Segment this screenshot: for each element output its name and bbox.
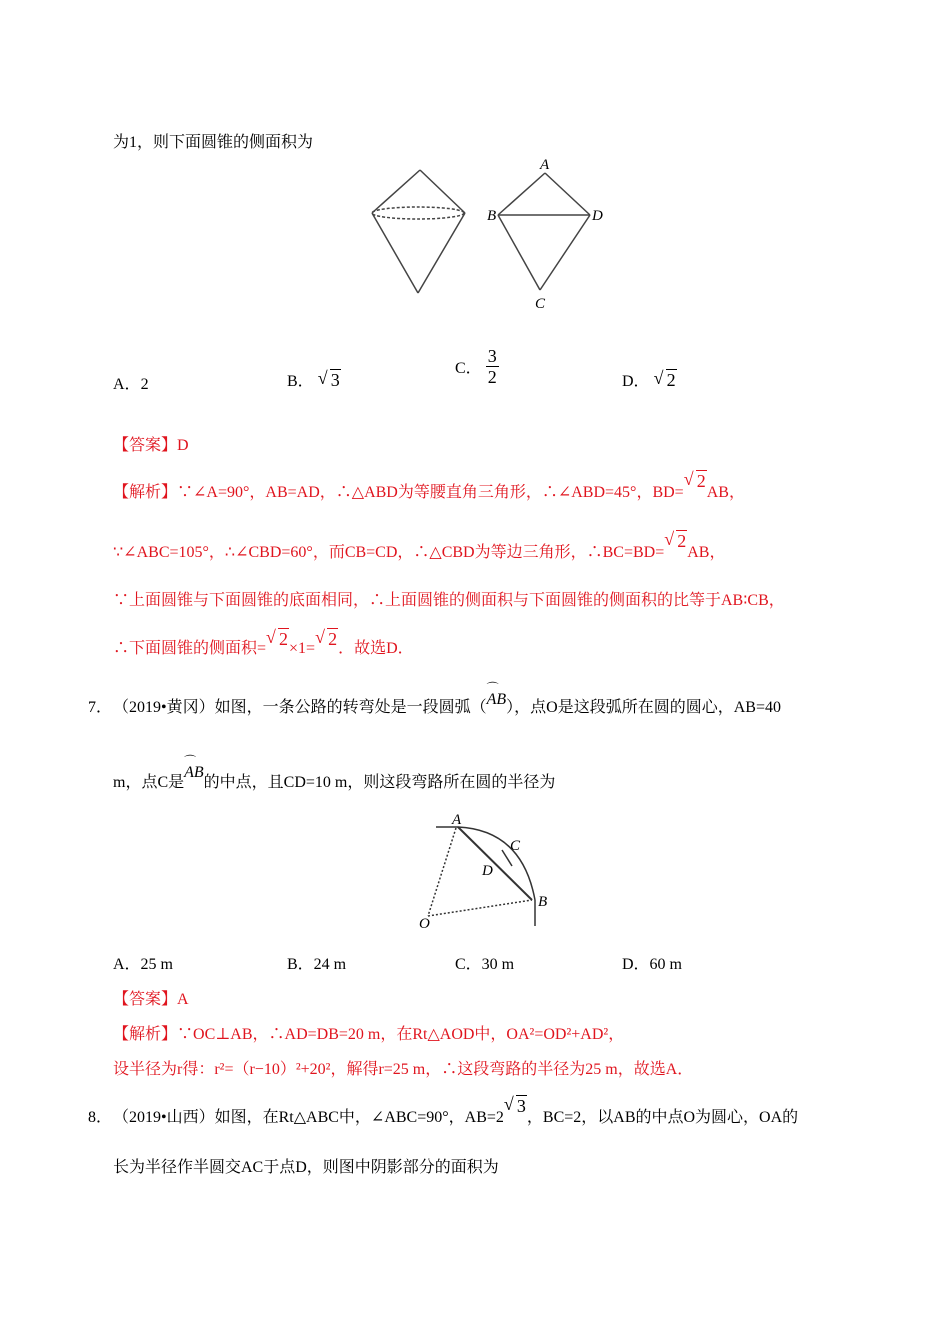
question-7-stem-line2: m，点C是 ⌒ AB的中点，且CD=10 m，则这段弯路所在圆的半径为 bbox=[113, 754, 556, 791]
analysis-q7-line2: 设半径为r得：r²=（r−10）²+20²，解得r=25 m，∴这段弯路的半径为25 m，故选A． bbox=[113, 1061, 694, 1078]
analysis-q7-line1: 【解析】∵OC⊥AB，∴AD=DB=20 m，在Rt△AOD中，OA²=OD²+AD²， bbox=[113, 1026, 625, 1043]
question-8-number: 8． bbox=[88, 1109, 113, 1126]
point-label-A: A bbox=[452, 812, 462, 828]
kite-diagram bbox=[498, 173, 590, 290]
option-a: A．2 bbox=[113, 376, 149, 393]
radius-ob bbox=[428, 900, 532, 916]
point-label-B: B bbox=[487, 208, 497, 224]
question-8-stem-line2: 长为半径作半圆交AC于点D，则图中阴影部分的面积为 bbox=[113, 1159, 499, 1176]
option-b: B． √ 3 bbox=[287, 368, 340, 390]
answer-q7: 【答案】A bbox=[113, 991, 189, 1008]
arc-road-figure bbox=[410, 808, 570, 936]
analysis-q6-line1: 【解析】∵∠A=90°，AB=AD，∴△ABD为等腰直角三角形，∴∠ABD=45°，BD= √ 2AB， bbox=[113, 469, 745, 501]
question-7-number: 7． bbox=[88, 699, 113, 716]
question-8-stem-line1: （2019•山西）如图，在Rt△ABC中，∠ABC=90°，AB=2 √ 3，BC=2，以AB的中点O为圆心，OA的 bbox=[113, 1094, 799, 1126]
question-continuation: 为1，则下面圆锥的侧面积为 bbox=[113, 134, 314, 151]
answer-q6: 【答案】D bbox=[113, 437, 189, 454]
point-label-D: D bbox=[592, 208, 603, 224]
cone-figure bbox=[360, 155, 620, 315]
option-c: C． $\frac{3}{2}$ bbox=[455, 346, 497, 387]
analysis-q6-line3: ∵上面圆锥与下面圆锥的底面相同，∴上面圆锥的侧面积与下面圆锥的侧面积的比等于AB∶CB， bbox=[113, 592, 785, 609]
option-a: A．25 m bbox=[113, 956, 174, 973]
point-label-D: D bbox=[482, 863, 493, 879]
point-label-O: O bbox=[419, 916, 430, 932]
analysis-q6-line4: ∴下面圆锥的侧面积= √ 2×1= √ 2．故选D． bbox=[113, 627, 414, 657]
radius-oa bbox=[428, 828, 456, 916]
point-label-C: C bbox=[535, 296, 546, 312]
point-label-B: B bbox=[538, 894, 548, 910]
analysis-q6-line2: ∵∠ABC=105°，∴∠CBD=60°，而CB=CD，∴△CBD为等边三角形，∴BC=BD= √ 2AB， bbox=[113, 529, 726, 561]
point-label-C: C bbox=[510, 838, 521, 854]
point-label-A: A bbox=[540, 157, 550, 173]
option-c: C．30 m bbox=[455, 956, 515, 973]
double-cone-drawing bbox=[372, 170, 465, 293]
option-b: B．24 m bbox=[287, 956, 347, 973]
option-d: D． √ 2 bbox=[622, 368, 676, 390]
question-7-stem-line1: （2019•黄冈）如图，一条公路的转弯处是一段圆弧（ ⌒ AB），点O是这段弧所在圆的圆心，AB=40 bbox=[113, 681, 781, 716]
chord-ab bbox=[458, 827, 532, 900]
option-d: D．60 m bbox=[622, 956, 683, 973]
